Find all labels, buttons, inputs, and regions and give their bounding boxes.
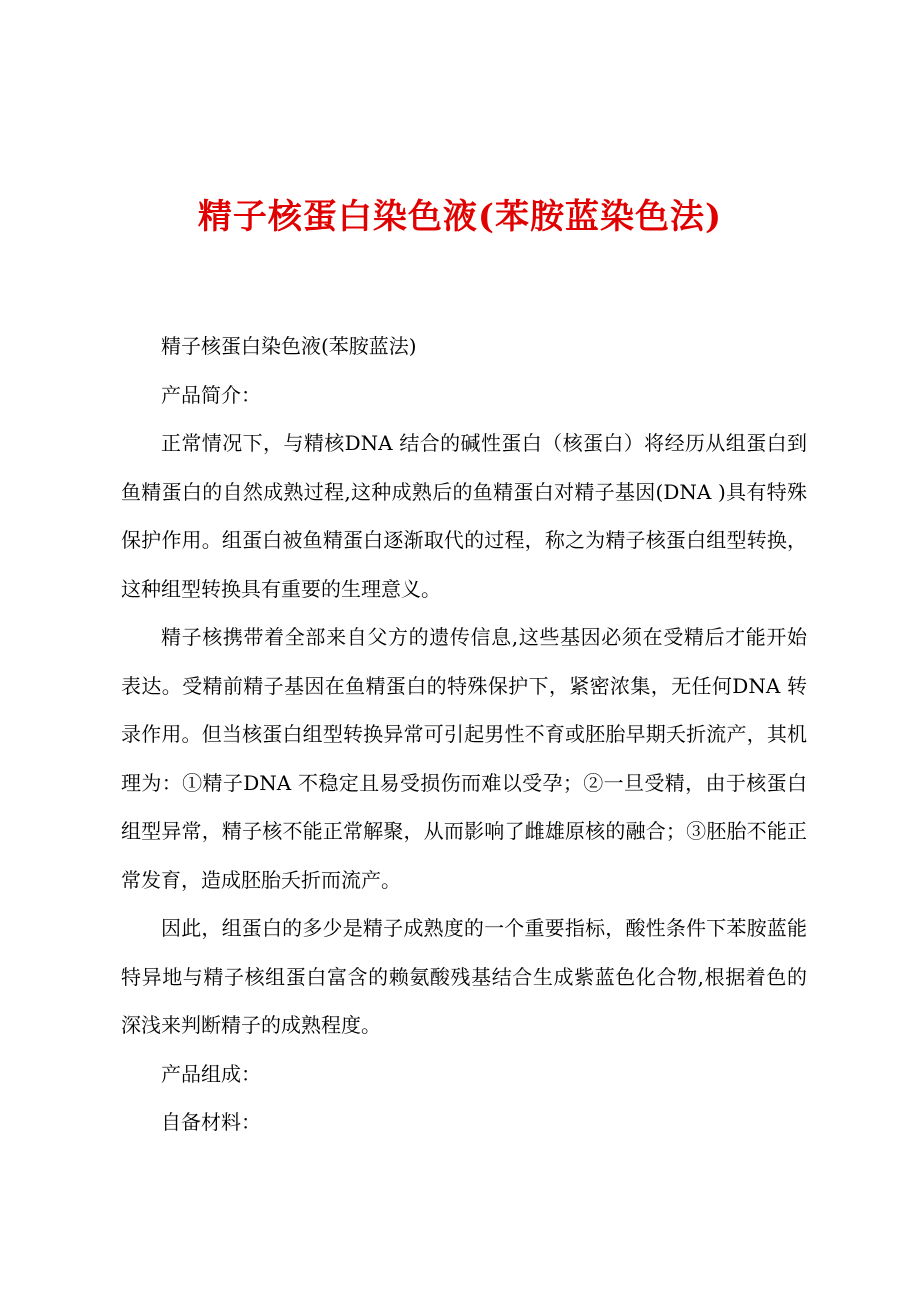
- section-heading-composition: 产品组成：: [161, 1061, 261, 1086]
- body-paragraph: 精子核携带着全部来自父方的遗传信息,这些基因必须在受精后才能开始表达。受精前精子基因在鱼精蛋白的特殊保护下，紧密浓集，无任何DNA 转录作用。但当核蛋白组型转换异常可引起男性不育或胚胎早期夭折流产，其机理为：①精子DNA 不稳定且易受损伤而难以受孕；②一旦受精，由于核蛋白组型异常，精子核不能正常解聚，从而影响了雌雄原核的融合；③胚胎不能正常发育，造成胚胎夭折而流产。: [121, 625, 807, 892]
- section-heading-intro: 产品简介：: [161, 382, 261, 407]
- subtitle-paragraph: 精子核蛋白染色液(苯胺蓝法): [161, 334, 417, 358]
- document-title: 精子核蛋白染色液(苯胺蓝染色法): [197, 197, 723, 237]
- document-body: [121, 322, 807, 1147]
- body-paragraph: 因此，组蛋白的多少是精子成熟度的一个重要指标，酸性条件下苯胺蓝能特异地与精子核组蛋白富含的赖氨酸残基结合生成紫蓝色化合物,根据着色的深浅来判断精子的成熟程度。: [121, 916, 807, 1037]
- body-paragraph: 正常情况下，与精核DNA 结合的碱性蛋白（核蛋白）将经历从组蛋白到鱼精蛋白的自然成熟过程,这种成熟后的鱼精蛋白对精子基因(DNA )具有特殊保护作用。组蛋白被鱼精蛋白逐渐取代的过程，称之为精子核蛋白组型转换，这种组型转换具有重要的生理意义。: [121, 431, 807, 601]
- section-heading-materials: 自备材料：: [161, 1110, 261, 1134]
